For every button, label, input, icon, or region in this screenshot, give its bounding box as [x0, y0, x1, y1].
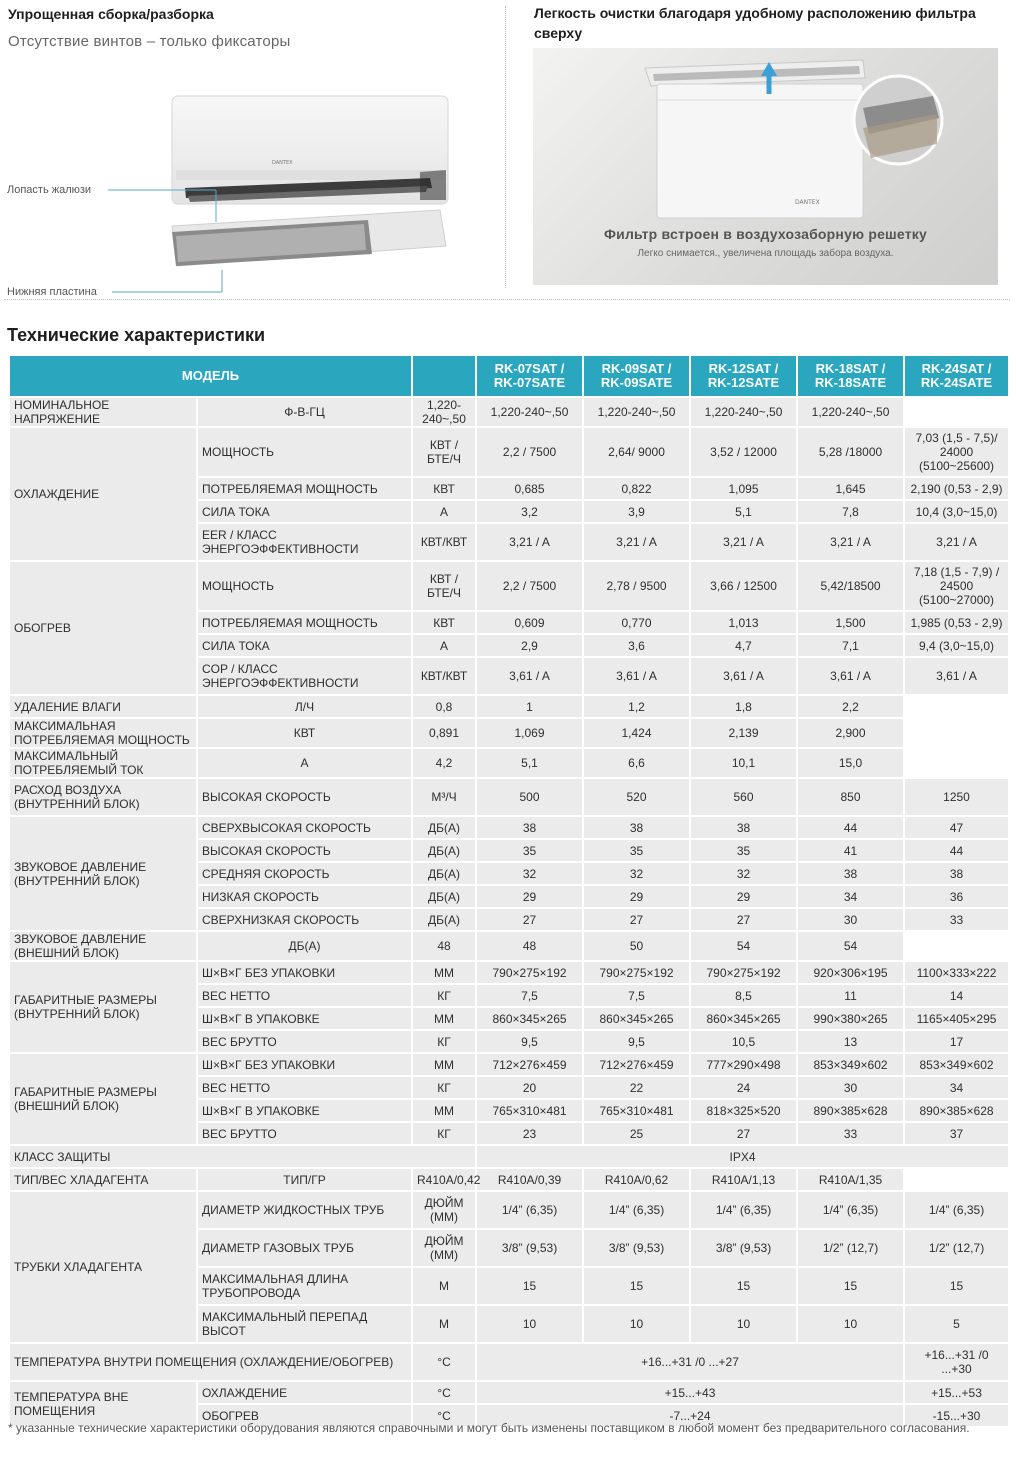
value-cell: 3,61 / A — [690, 657, 797, 695]
table-row — [9, 427, 1009, 477]
param-cell: ГАБАРИТНЫЕ РАЗМЕРЫ (ВНУТРЕННИЙ БЛОК) — [9, 961, 197, 1053]
value-cell: 33 — [797, 1122, 904, 1145]
model-line: RK-09SATE — [600, 375, 673, 390]
value-cell: 7,1 — [797, 634, 904, 657]
subparam-cell: МОЩНОСТЬ — [197, 561, 412, 611]
subparam-cell: ВЕС НЕТТО — [197, 984, 412, 1007]
value-cell: 38 — [797, 862, 904, 885]
value-cell: 35 — [690, 839, 797, 862]
filter-caption: Фильтр встроен в воздухозаборную решетку — [604, 226, 927, 242]
param-cell: УДАЛЕНИЕ ВЛАГИ — [9, 695, 197, 718]
value-cell: +15...+53 — [904, 1381, 1009, 1404]
value-cell: 890×385×628 — [797, 1099, 904, 1122]
table-row — [9, 1145, 1009, 1168]
value-cell: 7,5 — [476, 984, 583, 1007]
header-model-1 — [476, 355, 583, 397]
value-cell: 890×385×628 — [904, 1099, 1009, 1122]
subparam-cell: СВЕРХВЫСОКАЯ СКОРОСТЬ — [197, 816, 412, 839]
unit-cell: ММ — [412, 1007, 476, 1030]
value-cell: 37 — [904, 1122, 1009, 1145]
subparam-cell: НИЗКАЯ СКОРОСТЬ — [197, 885, 412, 908]
subparam-cell: ДИАМЕТР ЖИДКОСТНЫХ ТРУБ — [197, 1191, 412, 1229]
value-cell: 36 — [904, 885, 1009, 908]
value-cell: 3/8” (9,53) — [583, 1229, 690, 1267]
subparam-cell: COP / КЛАСС ЭНЕРГОЭФФЕКТИВНОСТИ — [197, 657, 412, 695]
unit-cell: ДБ(А) — [412, 816, 476, 839]
subparam-cell: EER / КЛАСС ЭНЕРГОЭФФЕКТИВНОСТИ — [197, 523, 412, 561]
value-cell: 0,822 — [583, 477, 690, 500]
value-cell: 860×345×265 — [476, 1007, 583, 1030]
value-cell: +16...+31 /0 ...+30 — [904, 1343, 1009, 1381]
subparam-cell: ПОТРЕБЛЯЕМАЯ МОЩНОСТЬ — [197, 477, 412, 500]
table-row — [9, 961, 1009, 984]
value-cell: 35 — [583, 839, 690, 862]
unit-cell: °С — [412, 1381, 476, 1404]
value-cell: 34 — [904, 1076, 1009, 1099]
value-cell: 0,8 — [412, 695, 476, 718]
param-cell: ОХЛАЖДЕНИЕ — [9, 427, 197, 561]
value-cell: 0,609 — [476, 611, 583, 634]
value-cell: 2,2 — [797, 695, 904, 718]
value-cell: 35 — [476, 839, 583, 862]
subparam-cell: МАКСИМАЛЬНАЯ ДЛИНА ТРУБОПРОВОДА — [197, 1267, 412, 1305]
unit-cell: А — [197, 748, 412, 778]
value-cell: 15,0 — [797, 748, 904, 778]
subparam-cell: ВЫСОКАЯ СКОРОСТЬ — [197, 839, 412, 862]
value-cell: 860×345×265 — [583, 1007, 690, 1030]
value-cell: 47 — [904, 816, 1009, 839]
value-cell: 30 — [797, 908, 904, 931]
param-cell: НОМИНАЛЬНОЕ НАПРЯЖЕНИЕ — [9, 397, 197, 427]
value-cell: 560 — [690, 778, 797, 816]
value-cell: 29 — [583, 885, 690, 908]
value-cell: 2,190 (0,53 - 2,9) — [904, 477, 1009, 500]
value-cell: 1,645 — [797, 477, 904, 500]
table-row — [9, 1191, 1009, 1229]
unit-cell: М — [412, 1305, 476, 1343]
value-cell: 13 — [797, 1030, 904, 1053]
param-cell: ТЕМПЕРАТУРА ВНУТРИ ПОМЕЩЕНИЯ (ОХЛАЖДЕНИЕ/ОБОГРЕВ) — [9, 1343, 412, 1381]
unit-cell: ДБ(А) — [412, 908, 476, 931]
value-cell: 500 — [476, 778, 583, 816]
value-cell: 33 — [904, 908, 1009, 931]
value-cell: 9,4 (3,0~15,0) — [904, 634, 1009, 657]
assembly-illustration — [0, 60, 500, 298]
model-line: RK-12SATE — [707, 375, 780, 390]
section-title: Технические характеристики — [7, 325, 266, 345]
value-cell: 3,9 — [583, 500, 690, 523]
value-cell: 11 — [797, 984, 904, 1007]
value-cell: IPX4 — [476, 1145, 1009, 1168]
unit-cell: М — [412, 1267, 476, 1305]
value-cell: 790×275×192 — [476, 961, 583, 984]
value-cell: 3,61 / A — [904, 657, 1009, 695]
value-cell: 23 — [476, 1122, 583, 1145]
value-cell: 818×325×520 — [690, 1099, 797, 1122]
model-line: RK-18SAT / — [815, 361, 886, 376]
value-cell: 1/4” (6,35) — [690, 1191, 797, 1229]
value-cell: 3,66 / 12500 — [690, 561, 797, 611]
assembly-title: Упрощенная сборка/разборка — [8, 6, 214, 22]
value-cell: 3,52 / 12000 — [690, 427, 797, 477]
value-cell: 3,21 / A — [690, 523, 797, 561]
callout-louver: Лопасть жалюзи — [7, 184, 92, 196]
value-cell: 0,685 — [476, 477, 583, 500]
subparam-cell: ВЕС БРУТТО — [197, 1030, 412, 1053]
value-cell: 1,220-240~,50 — [690, 397, 797, 427]
model-line: RK-24SAT / — [921, 361, 992, 376]
unit-cell: КВТ — [412, 611, 476, 634]
value-cell: 1/2” (12,7) — [904, 1229, 1009, 1267]
model-line: RK-07SATE — [493, 375, 566, 390]
unit-cell: Ф-В-ГЦ — [197, 397, 412, 427]
value-cell: 990×380×265 — [797, 1007, 904, 1030]
unit-brand-left: DANTEX — [272, 160, 293, 166]
param-cell: КЛАСС ЗАЩИТЫ — [9, 1145, 476, 1168]
value-cell: 38 — [476, 816, 583, 839]
value-cell: R410A/0,42 — [412, 1168, 476, 1191]
unit-cell: ММ — [412, 1099, 476, 1122]
value-cell: 3,2 — [476, 500, 583, 523]
subparam-cell: ВЫСОКАЯ СКОРОСТЬ — [197, 778, 412, 816]
value-cell: 4,7 — [690, 634, 797, 657]
value-cell: 712×276×459 — [583, 1053, 690, 1076]
value-cell: 17 — [904, 1030, 1009, 1053]
value-cell: 2,139 — [690, 718, 797, 748]
value-cell: R410A/0,62 — [583, 1168, 690, 1191]
value-cell: 1 — [476, 695, 583, 718]
value-cell: 10 — [583, 1305, 690, 1343]
unit-cell: КВТ — [197, 718, 412, 748]
value-cell: 790×275×192 — [583, 961, 690, 984]
value-cell: -15...+30 — [904, 1404, 1009, 1427]
table-row — [9, 1343, 1009, 1381]
value-cell: 2,64/ 9000 — [583, 427, 690, 477]
value-cell: 9,5 — [476, 1030, 583, 1053]
unit-brand-right: DANTEX — [795, 199, 820, 206]
unit-cell: М³/Ч — [412, 778, 476, 816]
value-cell: R410A/1,35 — [797, 1168, 904, 1191]
value-cell: 2,900 — [797, 718, 904, 748]
param-cell: МАКСИМАЛЬНАЯ ПОТРЕБЛЯЕМАЯ МОЩНОСТЬ — [9, 718, 197, 748]
value-cell: 2,9 — [476, 634, 583, 657]
table-row — [9, 695, 1009, 718]
unit-cell: КГ — [412, 1076, 476, 1099]
value-cell: 27 — [583, 908, 690, 931]
value-cell: 25 — [583, 1122, 690, 1145]
table-row — [9, 1053, 1009, 1076]
model-line: RK-24SATE — [920, 375, 993, 390]
value-cell: 1,220-240~,50 — [797, 397, 904, 427]
value-cell: 1,8 — [690, 695, 797, 718]
value-cell: 7,8 — [797, 500, 904, 523]
value-cell: 1,2 — [583, 695, 690, 718]
value-cell: 10 — [690, 1305, 797, 1343]
table-row — [9, 931, 1009, 961]
value-cell: 7,5 — [583, 984, 690, 1007]
model-line: RK-18SATE — [814, 375, 887, 390]
value-cell: 5,42/18500 — [797, 561, 904, 611]
footnote: * указанные технические характеристики оборудования являются справочными и могут быть изменены поставщиком в любой момент без предварительного согласования. — [8, 1421, 970, 1435]
value-cell: 1,013 — [690, 611, 797, 634]
value-cell: 3,21 / A — [583, 523, 690, 561]
spec-body — [9, 397, 1009, 1427]
subparam-cell: СИЛА ТОКА — [197, 634, 412, 657]
panel-divider-vertical — [505, 6, 506, 288]
value-cell: 1,424 — [583, 718, 690, 748]
unit-cell: ДБ(А) — [412, 885, 476, 908]
unit-cell: КВТ / БТЕ/Ч — [412, 561, 476, 611]
value-cell: 38 — [583, 816, 690, 839]
value-cell: 14 — [904, 984, 1009, 1007]
filter-title: Легкость очистки благодаря удобному расположению фильтра сверху — [534, 5, 976, 41]
subparam-cell: Ш×В×Г В УПАКОВКЕ — [197, 1007, 412, 1030]
unit-cell: Л/Ч — [197, 695, 412, 718]
value-cell: 10,4 (3,0~15,0) — [904, 500, 1009, 523]
model-line: RK-07SAT / — [494, 361, 565, 376]
value-cell: 1/4” (6,35) — [904, 1191, 1009, 1229]
spec-header-row — [9, 355, 1009, 397]
value-cell: 3/8” (9,53) — [690, 1229, 797, 1267]
value-cell: 10 — [797, 1305, 904, 1343]
header-model-3 — [690, 355, 797, 397]
header-model-5 — [904, 355, 1009, 397]
value-cell: 54 — [690, 931, 797, 961]
value-cell: 1,095 — [690, 477, 797, 500]
header-unit — [412, 355, 476, 397]
value-cell: 8,5 — [690, 984, 797, 1007]
spec-table — [8, 354, 1010, 1428]
value-cell: 0,891 — [412, 718, 476, 748]
param-cell: ГАБАРИТНЫЕ РАЗМЕРЫ (ВНЕШНИЙ БЛОК) — [9, 1053, 197, 1145]
value-cell: 15 — [690, 1267, 797, 1305]
subparam-cell: Ш×В×Г БЕЗ УПАКОВКИ — [197, 1053, 412, 1076]
value-cell: 1,069 — [476, 718, 583, 748]
param-cell: ТРУБКИ ХЛАДАГЕНТА — [9, 1191, 197, 1343]
unit-cell: КВТ / БТЕ/Ч — [412, 427, 476, 477]
value-cell: +15...+43 — [476, 1381, 904, 1404]
filter-subcaption: Легко снимается., увеличена площадь забора воздуха. — [637, 248, 894, 259]
unit-cell: °С — [412, 1404, 476, 1427]
value-cell: 34 — [797, 885, 904, 908]
value-cell: 41 — [797, 839, 904, 862]
value-cell: 50 — [583, 931, 690, 961]
value-cell: +16...+31 /0 ...+27 — [476, 1343, 904, 1381]
value-cell: 520 — [583, 778, 690, 816]
value-cell: 1165×405×295 — [904, 1007, 1009, 1030]
value-cell: 853×349×602 — [904, 1053, 1009, 1076]
unit-cell: ММ — [412, 961, 476, 984]
value-cell: 32 — [476, 862, 583, 885]
value-cell: 3,61 / A — [476, 657, 583, 695]
model-line: RK-09SAT / — [601, 361, 672, 376]
value-cell: 48 — [412, 931, 476, 961]
value-cell: 3,6 — [583, 634, 690, 657]
table-row — [9, 718, 1009, 748]
value-cell: 1/4” (6,35) — [797, 1191, 904, 1229]
value-cell: 27 — [690, 1122, 797, 1145]
value-cell: 0,770 — [583, 611, 690, 634]
value-cell: 15 — [797, 1267, 904, 1305]
value-cell: 38 — [690, 816, 797, 839]
value-cell: 10,5 — [690, 1030, 797, 1053]
subparam-cell: СРЕДНЯЯ СКОРОСТЬ — [197, 862, 412, 885]
value-cell: 2,2 / 7500 — [476, 561, 583, 611]
value-cell: 10,1 — [690, 748, 797, 778]
value-cell: 853×349×602 — [797, 1053, 904, 1076]
subparam-cell: ВЕС БРУТТО — [197, 1122, 412, 1145]
value-cell: 20 — [476, 1076, 583, 1099]
value-cell: 3/8” (9,53) — [476, 1229, 583, 1267]
unit-cell: КГ — [412, 1030, 476, 1053]
param-cell: ОБОГРЕВ — [9, 561, 197, 695]
value-cell: 1,500 — [797, 611, 904, 634]
param-cell: РАСХОД ВОЗДУХА (ВНУТРЕННИЙ БЛОК) — [9, 778, 197, 816]
value-cell: R410A/0,39 — [476, 1168, 583, 1191]
value-cell: 4,2 — [412, 748, 476, 778]
param-cell: ЗВУКОВОЕ ДАВЛЕНИЕ (ВНЕШНИЙ БЛОК) — [9, 931, 197, 961]
value-cell: 3,61 / A — [797, 657, 904, 695]
section-divider — [4, 299, 1010, 300]
value-cell: 3,21 / A — [476, 523, 583, 561]
value-cell: 30 — [797, 1076, 904, 1099]
table-row — [9, 748, 1009, 778]
unit-cell: А — [412, 634, 476, 657]
subparam-cell: Ш×В×Г БЕЗ УПАКОВКИ — [197, 961, 412, 984]
value-cell: 860×345×265 — [690, 1007, 797, 1030]
unit-cell: ДЮЙМ (ММ) — [412, 1229, 476, 1267]
value-cell: 44 — [797, 816, 904, 839]
subparam-cell: СВЕРХНИЗКАЯ СКОРОСТЬ — [197, 908, 412, 931]
value-cell: 1/2” (12,7) — [797, 1229, 904, 1267]
value-cell: 7,18 (1,5 - 7,9) / 24500 (5100~27000) — [904, 561, 1009, 611]
value-cell: 2,2 / 7500 — [476, 427, 583, 477]
value-cell: 27 — [690, 908, 797, 931]
value-cell: 15 — [583, 1267, 690, 1305]
unit-cell: ДБ(А) — [197, 931, 412, 961]
value-cell: 15 — [476, 1267, 583, 1305]
value-cell: 3,61 / A — [583, 657, 690, 695]
value-cell: 10 — [476, 1305, 583, 1343]
assembly-subtitle: Отсутствие винтов – только фиксаторы — [8, 33, 291, 50]
unit-cell: А — [412, 500, 476, 523]
unit-cell: КВТ — [412, 477, 476, 500]
model-line: RK-12SAT / — [708, 361, 779, 376]
value-cell: 48 — [476, 931, 583, 961]
param-cell: ТЕМПЕРАТУРА ВНЕ ПОМЕЩЕНИЯ — [9, 1381, 197, 1427]
value-cell: 1,220-240~,50 — [476, 397, 583, 427]
value-cell: -7...+24 — [476, 1404, 904, 1427]
value-cell: 1,220-240~,50 — [412, 397, 476, 427]
callout-bottom-plate: Нижняя пластина — [7, 286, 97, 298]
value-cell: 1/4” (6,35) — [583, 1191, 690, 1229]
value-cell: 3,21 / A — [904, 523, 1009, 561]
subparam-cell: Ш×В×Г В УПАКОВКЕ — [197, 1099, 412, 1122]
value-cell: 6,6 — [583, 748, 690, 778]
subparam-cell: ПОТРЕБЛЯЕМАЯ МОЩНОСТЬ — [197, 611, 412, 634]
value-cell: 24 — [690, 1076, 797, 1099]
subparam-cell: МОЩНОСТЬ — [197, 427, 412, 477]
value-cell: 1100×333×222 — [904, 961, 1009, 984]
param-cell: ТИП/ВЕС ХЛАДАГЕНТА — [9, 1168, 197, 1191]
param-cell: ЗВУКОВОЕ ДАВЛЕНИЕ (ВНУТРЕННИЙ БЛОК) — [9, 816, 197, 931]
value-cell: 1,220-240~,50 — [583, 397, 690, 427]
value-cell: 32 — [690, 862, 797, 885]
table-row — [9, 1381, 1009, 1404]
unit-cell: ДБ(А) — [412, 862, 476, 885]
subparam-cell: МАКСИМАЛЬНЫЙ ПЕРЕПАД ВЫСОТ — [197, 1305, 412, 1343]
header-model-2 — [583, 355, 690, 397]
param-cell: МАКСИМАЛЬНЫЙ ПОТРЕБЛЯЕМЫЙ ТОК — [9, 748, 197, 778]
value-cell: 27 — [476, 908, 583, 931]
subparam-cell: ВЕС НЕТТО — [197, 1076, 412, 1099]
table-row — [9, 778, 1009, 816]
value-cell: 1,985 (0,53 - 2,9) — [904, 611, 1009, 634]
table-row — [9, 397, 1009, 427]
value-cell: 15 — [904, 1267, 1009, 1305]
value-cell: 54 — [797, 931, 904, 961]
unit-cell: °С — [412, 1343, 476, 1381]
value-cell: 5,1 — [476, 748, 583, 778]
value-cell: 920×306×195 — [797, 961, 904, 984]
value-cell: 1250 — [904, 778, 1009, 816]
subparam-cell: ОХЛАЖДЕНИЕ — [197, 1381, 412, 1404]
table-row — [9, 561, 1009, 611]
value-cell: 5,1 — [690, 500, 797, 523]
value-cell: 29 — [690, 885, 797, 908]
value-cell: 765×310×481 — [476, 1099, 583, 1122]
header-model-4 — [797, 355, 904, 397]
unit-cell: КГ — [412, 984, 476, 1007]
unit-cell: КГ — [412, 1122, 476, 1145]
value-cell: 44 — [904, 839, 1009, 862]
subparam-cell: СИЛА ТОКА — [197, 500, 412, 523]
value-cell: 9,5 — [583, 1030, 690, 1053]
subparam-cell: ДИАМЕТР ГАЗОВЫХ ТРУБ — [197, 1229, 412, 1267]
value-cell: 38 — [904, 862, 1009, 885]
table-row — [9, 816, 1009, 839]
unit-cell: ТИП/ГР — [197, 1168, 412, 1191]
unit-cell: ДБ(А) — [412, 839, 476, 862]
value-cell: 765×310×481 — [583, 1099, 690, 1122]
header-model: МОДЕЛЬ — [9, 355, 412, 397]
value-cell: 1/4” (6,35) — [476, 1191, 583, 1229]
value-cell: 22 — [583, 1076, 690, 1099]
unit-cell: ДЮЙМ (ММ) — [412, 1191, 476, 1229]
unit-cell: КВТ/КВТ — [412, 523, 476, 561]
value-cell: 32 — [583, 862, 690, 885]
value-cell: 5,28 /18000 — [797, 427, 904, 477]
unit-cell: ММ — [412, 1053, 476, 1076]
value-cell: 5 — [904, 1305, 1009, 1343]
value-cell: 2,78 / 9500 — [583, 561, 690, 611]
value-cell: 3,21 / A — [797, 523, 904, 561]
unit-cell: КВТ/КВТ — [412, 657, 476, 695]
value-cell: 850 — [797, 778, 904, 816]
value-cell: 7,03 (1,5 - 7,5)/ 24000 (5100~25600) — [904, 427, 1009, 477]
subparam-cell: ОБОГРЕВ — [197, 1404, 412, 1427]
value-cell: 712×276×459 — [476, 1053, 583, 1076]
value-cell: 777×290×498 — [690, 1053, 797, 1076]
value-cell: R410A/1,13 — [690, 1168, 797, 1191]
value-cell: 29 — [476, 885, 583, 908]
value-cell: 790×275×192 — [690, 961, 797, 984]
table-row — [9, 1168, 1009, 1191]
